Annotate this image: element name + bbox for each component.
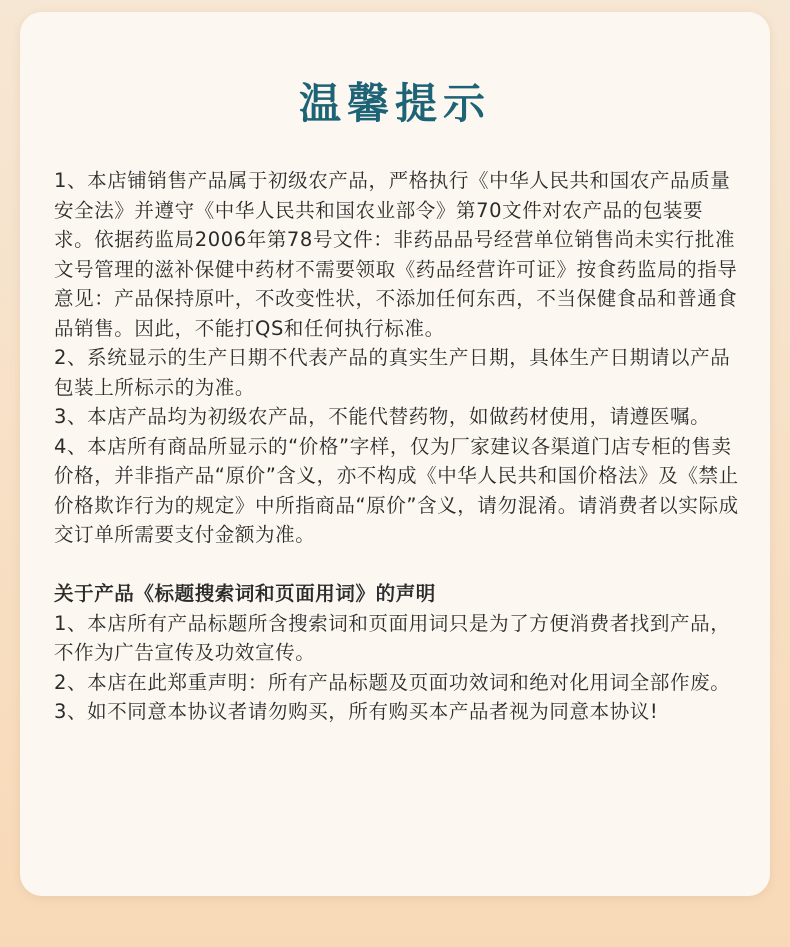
notice-item-3: 3、本店产品均为初级农产品，不能代替药物，如做药材使用，请遵医嘱。: [54, 405, 711, 428]
page-title: 温馨提示: [298, 79, 491, 128]
notice-item-2: 2、系统显示的生产日期不代表产品的真实生产日期，具体生产日期请以产品包装上所标示的为准。: [54, 346, 731, 399]
notice-content: [54, 166, 742, 727]
notice-item-4: 4、本店所有商品所显示的“价格”字样，仅为厂家建议各渠道门店专柜的售卖价格，并非指产品“原价”含义，亦不构成《中华人民共和国价格法》及《禁止价格欺诈行为的规定》中所指商品“原价”含义，请勿混淆。请消费者以实际成交订单所需要支付金额为准。: [54, 434, 739, 546]
notice-card: [20, 12, 770, 896]
declaration-item-1: 1、本店所有产品标题所含搜索词和页面用词只是为了方便消费者找到产品，不作为广告宣传及功效宣传。: [54, 611, 731, 664]
notice-item-1: 1、本店铺销售产品属于初级农产品，严格执行《中华人民共和国农产品质量安全法》并遵守《中华人民共和国农业部令》第70文件对农产品的包装要求。依据药监局2006年第78号文件：非药品品号经营单位销售尚未实行批准文号管理的滋补保健中药材不需要领取《药品经营许可证》按食药监局的指导意见：产品保持原叶，不改变性状，不添加任何东西，不当保健食品和普通食品销售。因此，不能打QS和任何执行标准。: [54, 169, 738, 340]
section-spacer: [54, 550, 742, 580]
declaration-item-2: 2、本店在此郑重声明：所有产品标题及页面功效词和绝对化用词全部作废。: [54, 670, 731, 694]
declaration-item-3: 3、如不同意本协议者请勿购买，所有购买本产品者视为同意本协议!: [54, 700, 659, 723]
declaration-heading: 关于产品《标题搜索词和页面用词》的声明: [54, 582, 436, 605]
